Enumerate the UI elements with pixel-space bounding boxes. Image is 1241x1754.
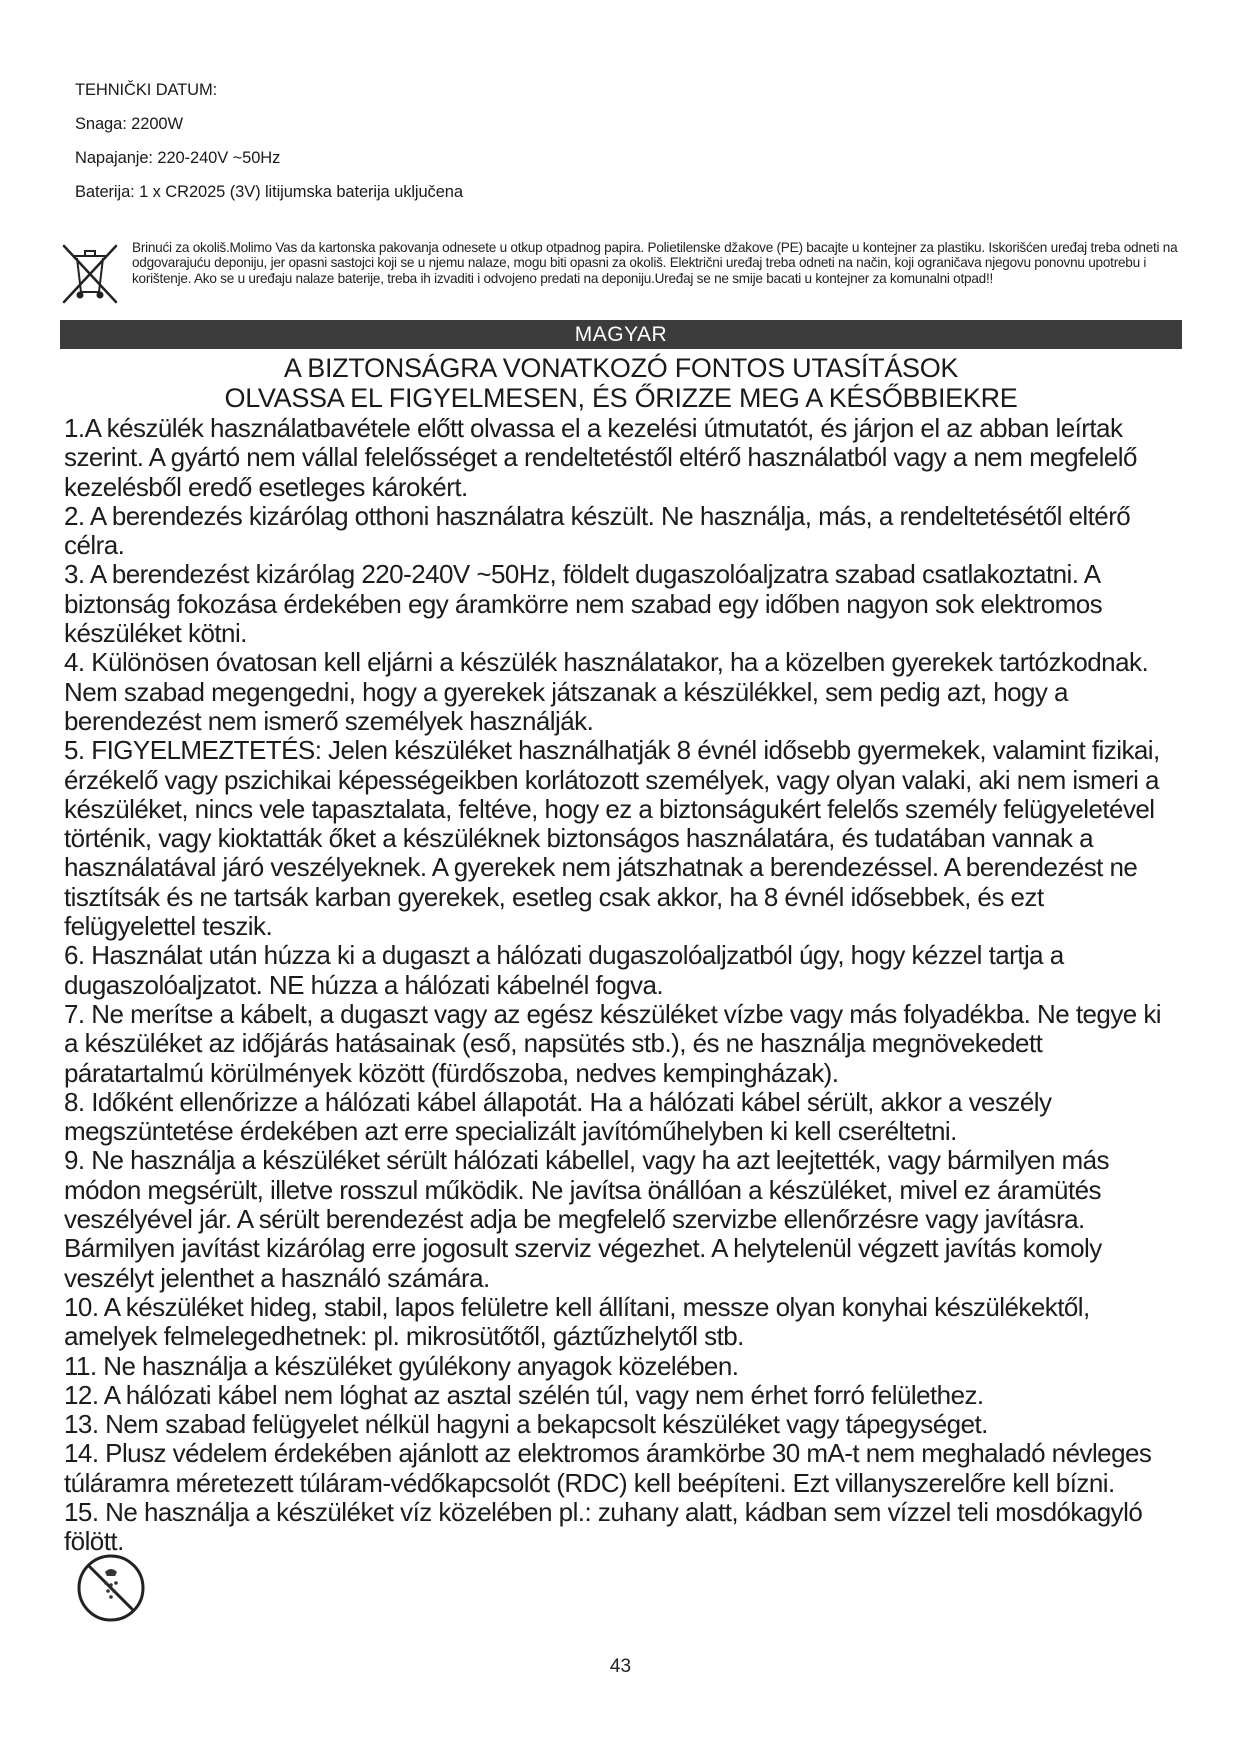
title-line-2: OLVASSA EL FIGYELMESEN, ÉS ŐRIZZE MEG A KÉSŐBBIEKRE [224, 383, 1018, 413]
list-item: 1.A készülék használatbavétele előtt olvassa el a kezelési útmutatót, és járjon el az abban leírtak szerint. A gyártó nem vállal felelősséget a rendeltetéstől eltérő használatból vagy a nem megfelelő kezelésből eredő esetleges károkért. [64, 413, 1137, 502]
battery-spec: Baterija: 1 x CR2025 (3V) litijumska baterija uključena [75, 183, 463, 201]
list-item: 10. A készüléket hideg, stabil, lapos felületre kell állítani, messze olyan konyhai készülékektől, amelyek felmelegedhetnek: pl. mikrosütőtől, gáztűzhelytől stb. [64, 1291, 1090, 1352]
list-item: 9. Ne használja a készüléket sérült hálózati kábellel, vagy ha azt leejtették, vagy bármilyen más módon megsérült, illetve rosszul működik. Ne javítsa önállóan a készüléket, mivel ez áramütés veszélyével jár. A sérült berendezést adja be megfelelő szervizbe ellenőrzésre vagy javításra. Bármilyen javítást kizárólag erre jogosult szerviz végezhet. A helytelenül végzett javítás komoly veszélyt jelenthet a használó számára. [64, 1145, 1109, 1293]
page-number: 43 [609, 1656, 632, 1677]
list-item: 12. A hálózati kábel nem lóghat az asztal szélén túl, vagy nem érhet forró felülethez. [64, 1379, 984, 1410]
list-item: 2. A berendezés kizárólag otthoni használatra készült. Ne használja, más, a rendeltetésétől eltérő célra. [64, 500, 1131, 561]
no-water-use-icon [75, 1552, 147, 1624]
page-title [60, 353, 1182, 413]
list-item: 5. FIGYELMEZTETÉS: Jelen készüléket használhatják 8 évnél idősebb gyermekek, valamint fizikai, érzékelő vagy pszichikai képességeikben korlátozott személyek, vagy olyan valaki, aki nem ismeri a készüléket, nincs vele tapasztalata, feltéve, hogy ez a biztonságukért felelős személy felügyeletével történik, vagy kioktatták őket a készüléknek biztonságos használatára, és tudatában vannak a használatával járó veszélyeknek. A gyerekek nem játszhatnak a berendezéssel. A berendezést ne tisztítsák és ne tartsák karban gyerekek, esetleg csak akkor, ha 8 évnél idősebbek, és ezt felügyelettel teszik. [64, 735, 1160, 942]
technical-data-title: TEHNIČKI DATUM: [75, 81, 218, 99]
supply-spec: Napajanje: 220-240V ~50Hz [75, 149, 281, 167]
crossed-out-wheelie-bin-icon [60, 242, 120, 306]
list-item: 7. Ne merítse a kábelt, a dugaszt vagy az egész készüléket vízbe vagy más folyadékba. Ne tegye ki a készüléket az időjárás hatásainak (eső, napsütés stb.), és ne használja megnövekedett páratartalmú körülmények között (fürdőszoba, nedves kempingházak). [64, 998, 1162, 1088]
list-item: 13. Nem szabad felügyelet nélkül hagyni a bekapcsolt készüléket vagy tápegységet. [64, 1409, 988, 1440]
title-line-1: A BIZTONSÁGRA VONATKOZÓ FONTOS UTASÍTÁSOK [283, 353, 959, 383]
power-spec: Snaga: 2200W [75, 115, 183, 133]
list-item: 6. Használat után húzza ki a dugaszt a hálózati dugaszolóaljzatból úgy, hogy kézzel tartja a dugaszolóaljzatot. NE húzza a hálózati kábelnél fogva. [64, 940, 1064, 1000]
list-item: 15. Ne használja a készüléket víz közelében pl.: zuhany alatt, kádban sem vízzel teli mosdókagyló fölött. [64, 1496, 1143, 1557]
language-banner: MAGYAR [60, 320, 1182, 349]
list-item: 3. A berendezést kizárólag 220-240V ~50Hz, földelt dugaszolóaljzatra szabad csatlakoztatni. A biztonság fokozása érdekében egy áramkörre nem szabad egy időben nagyon sok elektromos készüléket kötni. [64, 559, 1103, 649]
environment-notice [60, 240, 1180, 310]
technical-data [75, 80, 1175, 216]
list-item: 14. Plusz védelem érdekében ajánlott az elektromos áramkörbe 30 mA-t nem meghaladó névleges túláramra méretezett túláram-védőkapcsolót (RDC) kell beépíteni. Ezt villanyszerelőre kell bízni. [64, 1438, 1152, 1498]
environment-text: Brinući za okoliš.Molimo Vas da kartonska pakovanja odnesete u otkup otpadnog papira. Polietilenske džakove (PE) bacajte u kontejner za plastiku. Iskorišćen uređaj treba odneti na odgovarajuću deponiju, jer opasni sastojci koji se u njemu nalaze, mogu biti opasni za okoliš. Električni uređaj treba odneti na način, koji ograničava njegovu ponovnu upotrebu i korištenje. Ako se u uređaju nalaze baterije, treba ih izvaditi i odvojeno predati na deponiju.Uređaj se ne smije bacati u kontejner za komunalni otpad!! [132, 240, 1178, 286]
list-item: 4. Különösen óvatosan kell eljárni a készülék használatakor, ha a közelben gyerekek tartózkodnak. Nem szabad megengedni, hogy a gyerekek játszanak a készülékkel, sem pedig azt, hogy a berendezést nem ismerő személyek használják. [64, 647, 1149, 736]
safety-instructions [64, 414, 1180, 1557]
list-item: 8. Időként ellenőrizze a hálózati kábel állapotát. Ha a hálózati kábel sérült, akkor a veszély megszüntetése érdekében azt erre specializált javítóműhelyben ki kell cseréltetni. [64, 1086, 1052, 1147]
list-item: 11. Ne használja a készüléket gyúlékony anyagok közelében. [64, 1350, 739, 1381]
